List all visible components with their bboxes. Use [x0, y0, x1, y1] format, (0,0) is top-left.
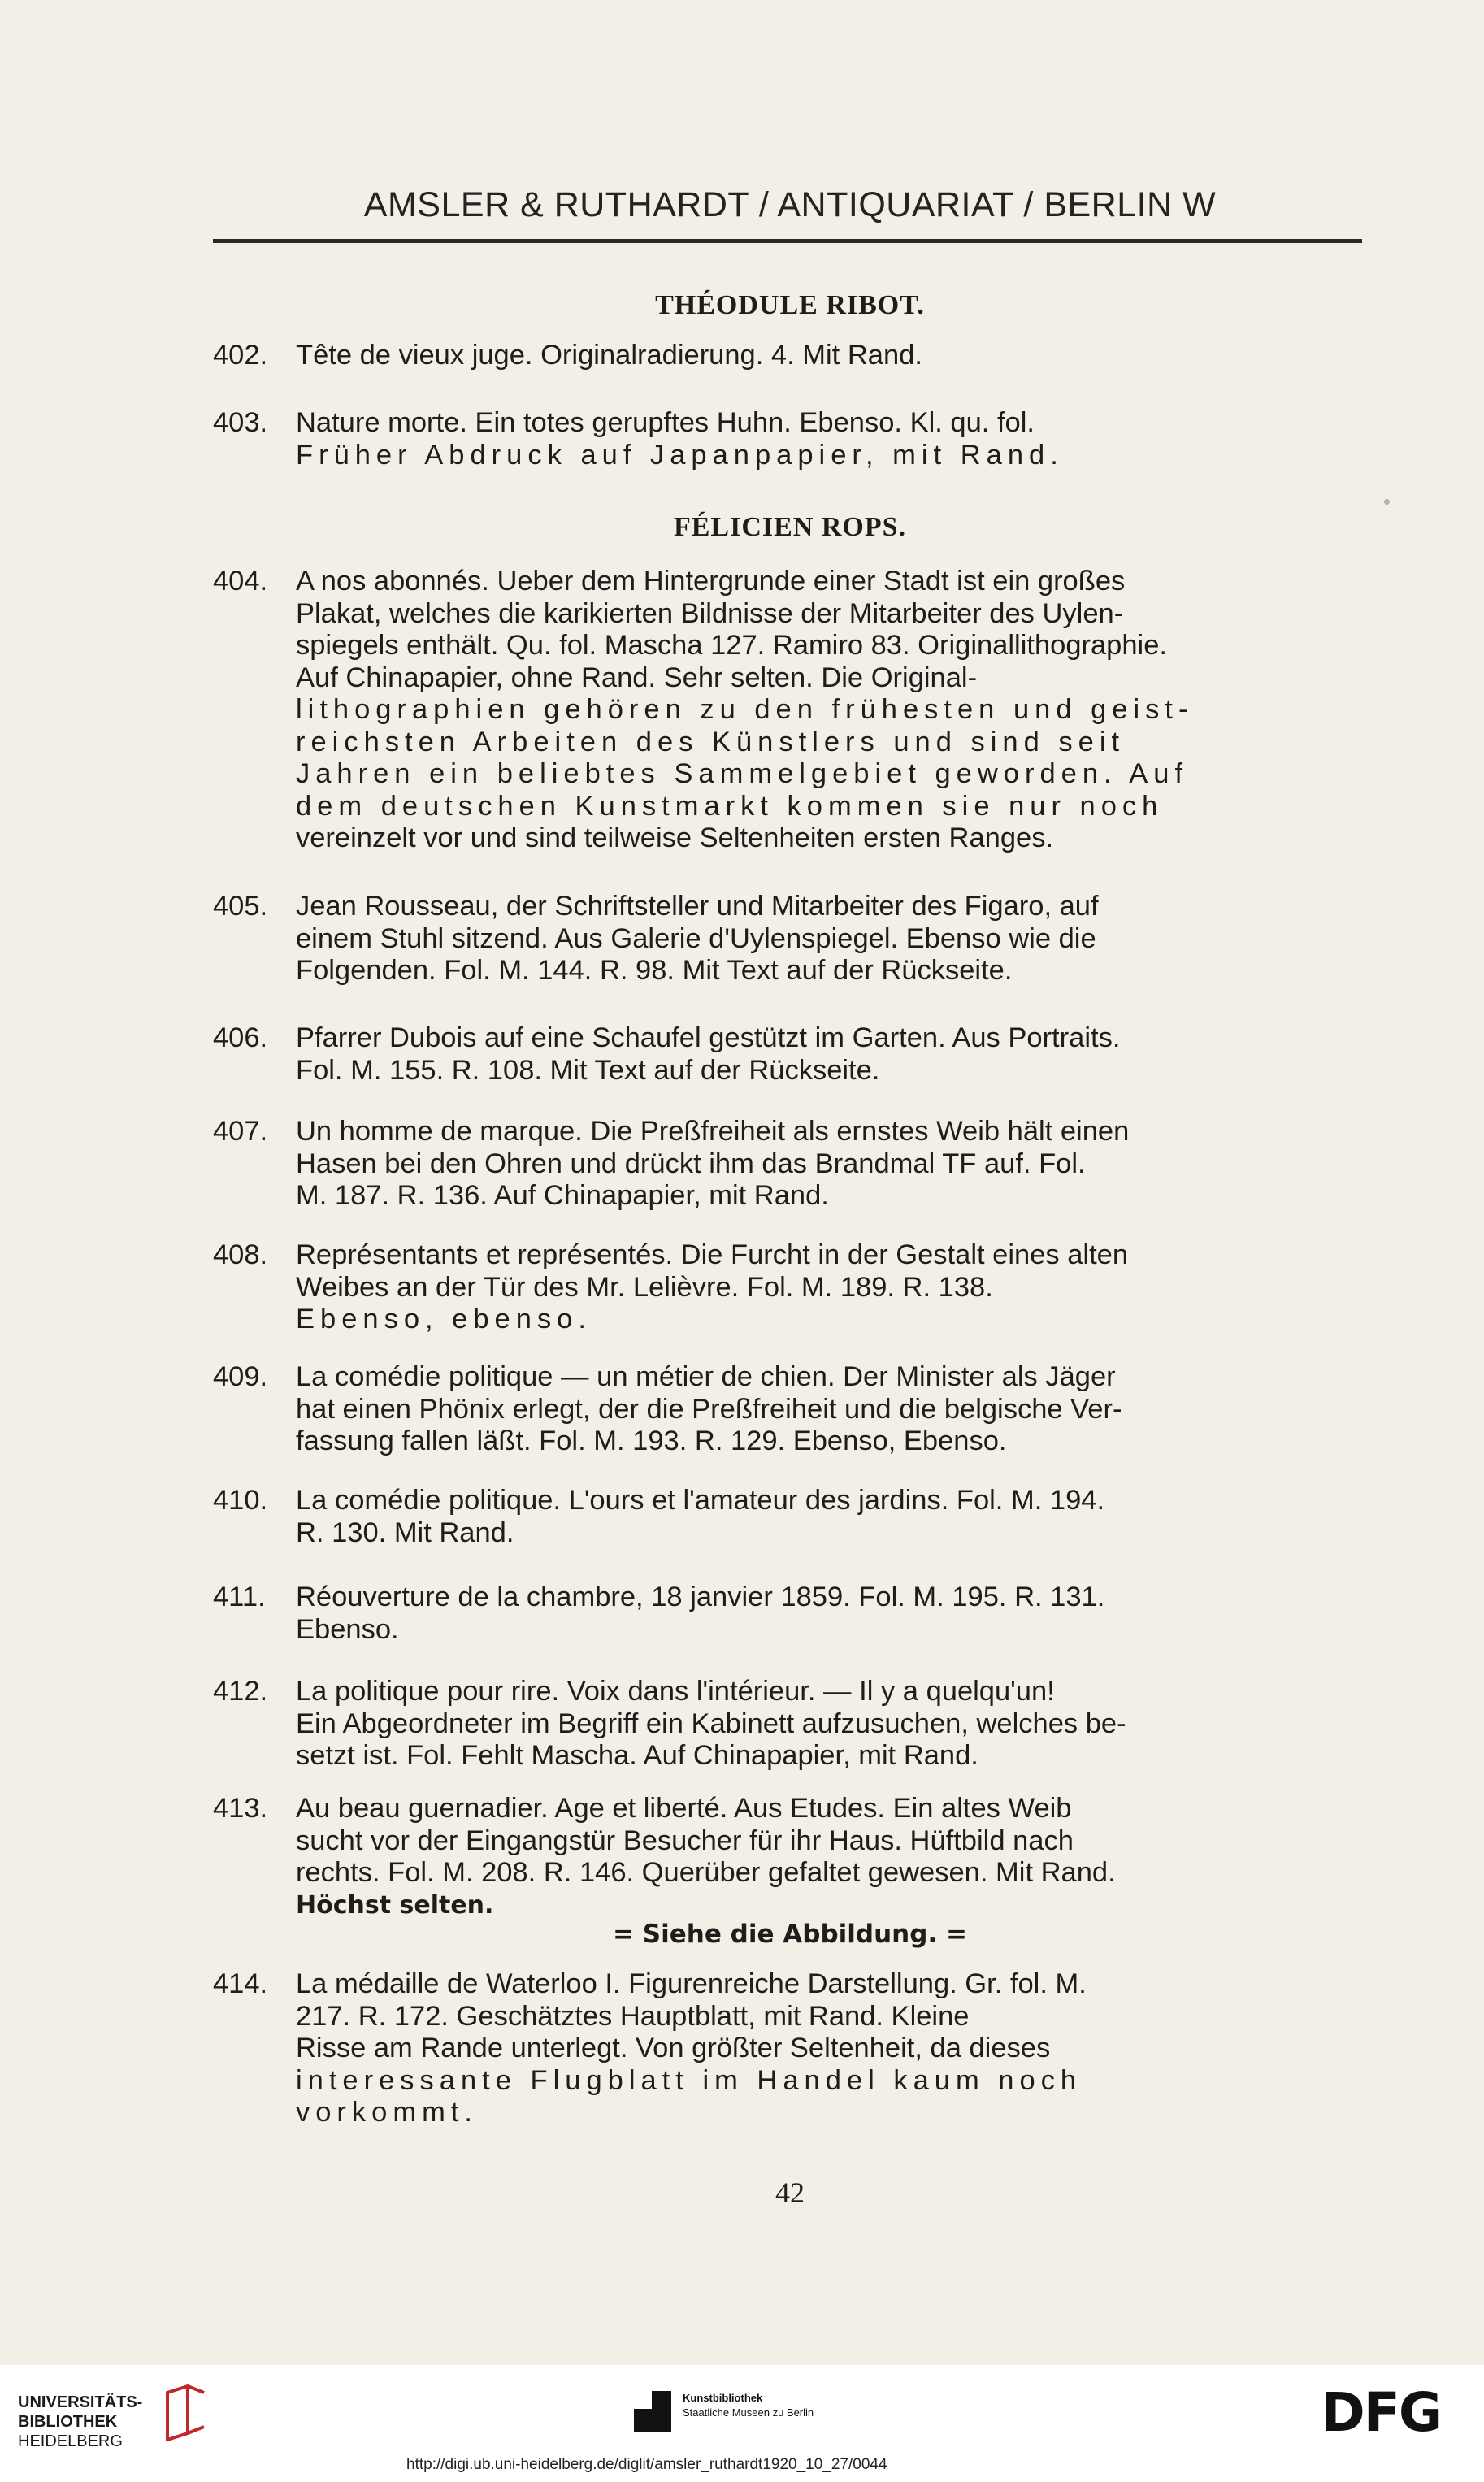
- entry-line: Hasen bei den Ohren und drückt ihm das Brandmal TF auf. Fol.: [296, 1148, 1086, 1179]
- entry-line: Risse am Rande unterlegt. Von größter Seltenheit, da dieses: [296, 2033, 1051, 2063]
- entry-405: [213, 891, 1367, 987]
- entry-line: La comédie politique. L'ours et l'amateur des jardins. Fol. M. 194.: [296, 1485, 1105, 1516]
- illustration-note: = Siehe die Abbildung. =: [613, 1920, 967, 1949]
- kunstbibliothek-title: Kunstbibliothek: [683, 2392, 763, 2404]
- entry-406: [213, 1022, 1367, 1087]
- entry-number: 402.: [213, 340, 268, 371]
- entry-line: Plakat, welches die karikierten Bildnisse der Mitarbeiter des Uylen-: [296, 597, 1124, 629]
- entry-line: Auf Chinapapier, ohne Rand. Sehr selten. Die Original-: [296, 662, 978, 693]
- entry-line: Nature morte. Ein totes gerupftes Huhn. Ebenso. Kl. qu. fol.: [296, 407, 1035, 438]
- entry-number: 412.: [213, 1676, 268, 1707]
- entry-line: Représentants et représentés. Die Furcht in der Gestalt eines alten: [296, 1239, 1129, 1270]
- entry-line: Un homme de marque. Die Preßfreiheit als ernstes Weib hält einen: [296, 1116, 1130, 1147]
- entry-line: La comédie politique — un métier de chien. Der Minister als Jäger: [296, 1361, 1116, 1392]
- page-header: AMSLER & RUTHARDT / ANTIQUARIAT / BERLIN W: [363, 185, 1217, 224]
- entry-402: [213, 340, 1367, 372]
- entry-line: interessante Flugblatt im Handel kaum noch: [296, 2064, 1083, 2096]
- entry-line: Ebenso.: [296, 1613, 399, 1645]
- library-line: UNIVERSITÄTS-: [18, 2393, 143, 2411]
- entry-412: [213, 1676, 1367, 1773]
- entry-403: [213, 407, 1367, 471]
- entry-line: Fol. M. 155. R. 108. Mit Text auf der Rückseite.: [296, 1054, 880, 1086]
- source-url-link[interactable]: http://digi.ub.uni-heidelberg.de/diglit/amsler_ruthardt1920_10_27/0044: [406, 2456, 887, 2473]
- entry-line: dem deutschen Kunstmarkt kommen sie nur noch: [296, 790, 1164, 822]
- header-rule: [213, 239, 1362, 243]
- kunstbibliothek-logo-icon: [634, 2391, 671, 2432]
- kunstbibliothek-label: [683, 2391, 814, 2420]
- paper-spot: [1384, 499, 1390, 505]
- entry-line: setzt ist. Fol. Fehlt Mascha. Auf Chinapapier, mit Rand.: [296, 1740, 978, 1771]
- entry-line: Höchst selten.: [296, 1890, 494, 1920]
- university-logo-icon: [159, 2384, 208, 2441]
- entry-line: Réouverture de la chambre, 18 janvier 1859. Fol. M. 195. R. 131.: [296, 1582, 1105, 1612]
- entry-number: 404.: [213, 566, 268, 597]
- library-line: BIBLIOTHEK: [18, 2413, 118, 2431]
- kunstbibliothek-subtitle: Staatliche Museen zu Berlin: [683, 2406, 814, 2419]
- entry-line: Au beau guernadier. Age et liberté. Aus Etudes. Ein altes Weib: [296, 1793, 1072, 1824]
- entry-line: Ebenso, ebenso.: [296, 1304, 592, 1334]
- entry-408: [213, 1239, 1367, 1336]
- entry-line: A nos abonnés. Ueber dem Hintergrunde einer Stadt ist ein großes: [296, 566, 1126, 597]
- entry-line: Jahren ein beliebtes Sammelgebiet geworden. Auf: [296, 758, 1189, 789]
- university-library-name: [18, 2393, 142, 2451]
- entry-404: [213, 566, 1367, 855]
- entry-line: rechts. Fol. M. 208. R. 146. Querüber gefaltet gewesen. Mit Rand.: [296, 1857, 1116, 1888]
- entry-line: vorkommt.: [296, 2097, 479, 2128]
- library-line: HEIDELBERG: [18, 2432, 123, 2450]
- entry-line: reichsten Arbeiten des Künstlers und sind seit: [296, 726, 1126, 757]
- section-title-ribot: THÉODULE RIBOT.: [655, 290, 925, 320]
- entry-number: 409.: [213, 1361, 268, 1392]
- entry-413: [213, 1793, 1367, 1921]
- entry-line: Früher Abdruck auf Japanpapier, mit Rand.: [296, 439, 1064, 471]
- entry-line: Ein Abgeordneter im Begriff ein Kabinett aufzusuchen, welches be-: [296, 1707, 1126, 1739]
- entry-line: Pfarrer Dubois auf eine Schaufel gestützt im Garten. Aus Portraits.: [296, 1022, 1121, 1053]
- entry-number: 414.: [213, 1968, 268, 1999]
- entry-411: [213, 1582, 1367, 1646]
- entry-line: lithographien gehören zu den frühesten und geist-: [296, 694, 1194, 725]
- entry-line: 217. R. 172. Geschätztes Hauptblatt, mit Rand. Kleine: [296, 2000, 970, 2032]
- entry-line: Jean Rousseau, der Schriftsteller und Mitarbeiter des Figaro, auf: [296, 891, 1099, 922]
- entry-line: sucht vor der Eingangstür Besucher für ihr Haus. Hüftbild nach: [296, 1825, 1074, 1856]
- entry-407: [213, 1116, 1367, 1213]
- entry-line: Tête de vieux juge. Originalradierung. 4. Mit Rand.: [296, 340, 922, 371]
- entry-line: La politique pour rire. Voix dans l'intérieur. — Il y a quelqu'un!: [296, 1676, 1055, 1707]
- entry-409: [213, 1361, 1367, 1458]
- entry-410: [213, 1485, 1367, 1549]
- entry-number: 406.: [213, 1022, 268, 1053]
- entry-number: 403.: [213, 407, 268, 438]
- entry-line: spiegels enthält. Qu. fol. Mascha 127. Ramiro 83. Originallithographie.: [296, 630, 1167, 661]
- entry-line: hat einen Phönix erlegt, der die Preßfreiheit und die belgische Ver-: [296, 1393, 1122, 1425]
- entry-line: R. 130. Mit Rand.: [296, 1517, 514, 1548]
- entry-line: Weibes an der Tür des Mr. Lelièvre. Fol. M. 189. R. 138.: [296, 1271, 993, 1303]
- entry-number: 411.: [213, 1582, 266, 1612]
- entry-414: [213, 1968, 1367, 2129]
- entry-line: La médaille de Waterloo I. Figurenreiche Darstellung. Gr. fol. M.: [296, 1968, 1087, 1999]
- entry-number: 407.: [213, 1116, 268, 1147]
- entry-line: einem Stuhl sitzend. Aus Galerie d'Uylenspiegel. Ebenso wie die: [296, 922, 1096, 954]
- dfg-logo: DFG: [1321, 2381, 1442, 2444]
- entry-line: M. 187. R. 136. Auf Chinapapier, mit Rand.: [296, 1180, 829, 1211]
- entry-number: 408.: [213, 1239, 268, 1270]
- entry-line: vereinzelt vor und sind teilweise Seltenheiten ersten Ranges.: [296, 822, 1054, 853]
- entry-line: fassung fallen läßt. Fol. M. 193. R. 129. Ebenso, Ebenso.: [296, 1425, 1007, 1456]
- entry-line: Folgenden. Fol. M. 144. R. 98. Mit Text auf der Rückseite.: [296, 955, 1013, 986]
- page-number: 42: [775, 2176, 805, 2209]
- entry-number: 405.: [213, 891, 268, 922]
- section-title-rops: FÉLICIEN ROPS.: [673, 512, 907, 542]
- entry-number: 413.: [213, 1793, 268, 1824]
- entry-number: 410.: [213, 1485, 268, 1516]
